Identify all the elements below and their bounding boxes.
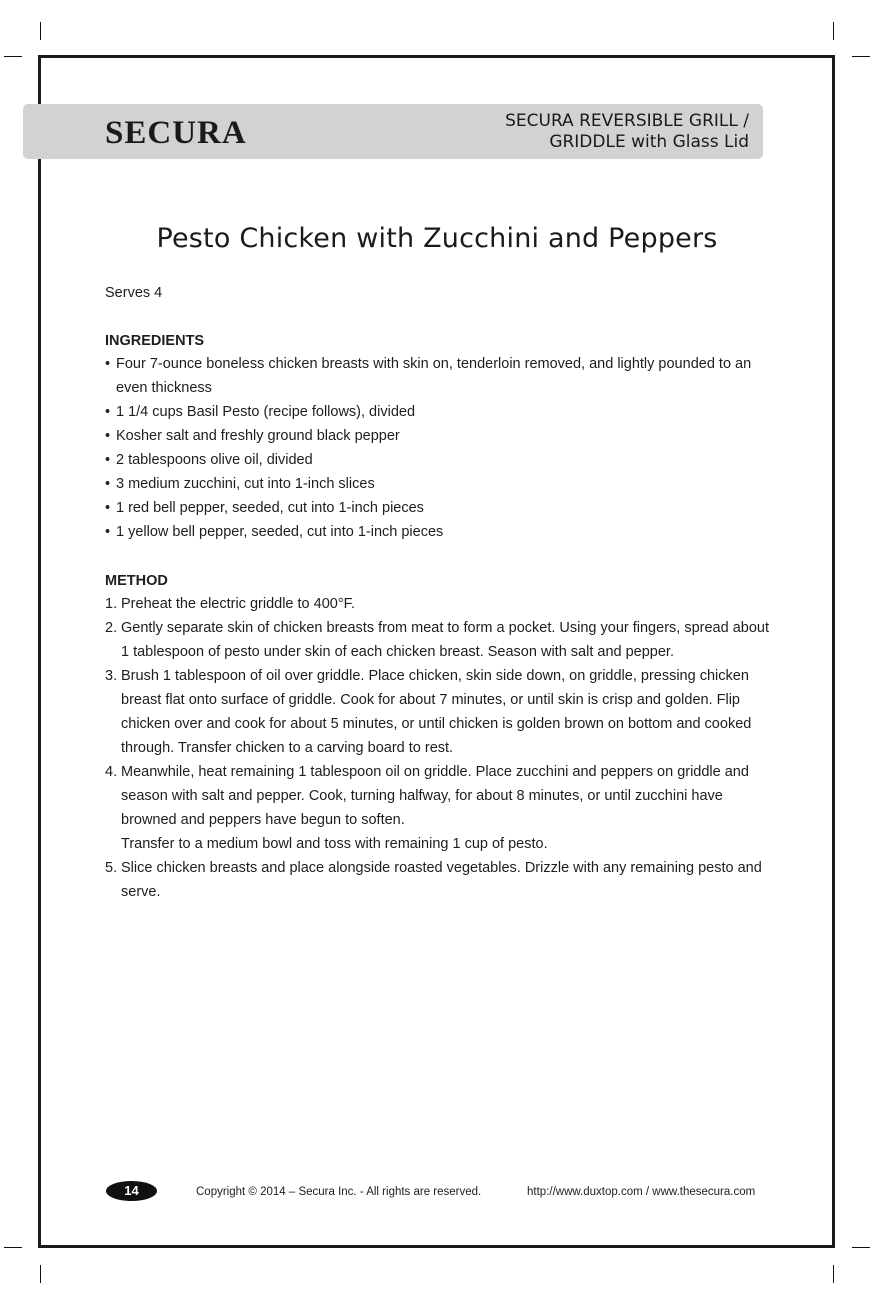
step-number: 2. xyxy=(105,620,118,636)
product-title xyxy=(505,111,749,153)
step-number: 5. xyxy=(105,860,118,876)
method-heading: METHOD xyxy=(105,573,168,589)
crop-mark xyxy=(852,1247,870,1248)
method-step xyxy=(105,592,775,616)
brand-logo: SECURA xyxy=(105,115,247,151)
ingredient-item: • Kosher salt and freshly ground black pepper xyxy=(105,424,775,448)
step-number: 1. xyxy=(105,596,118,612)
step-text: Slice chicken breasts and place alongside roasted vegetables. Drizzle with any remaining pesto and serve. xyxy=(121,860,762,900)
copyright-text: Copyright © 2014 – Secura Inc. - All rights are reserved. xyxy=(196,1186,482,1198)
method-step xyxy=(105,664,775,760)
method-step xyxy=(105,856,775,904)
crop-mark xyxy=(4,56,22,57)
crop-mark xyxy=(833,22,834,40)
ingredient-item: • Four 7-ounce boneless chicken breasts with skin on, tenderloin removed, and lightly pounded to an even thickness xyxy=(105,352,775,400)
footer-url: http://www.duxtop.com / www.thesecura.com xyxy=(527,1186,756,1198)
step-text: Meanwhile, heat remaining 1 tablespoon oil on griddle. Place zucchini and peppers on griddle and season with salt and pepper. Cook, turning halfway, for about 8 minutes, or until zucchini have browned and peppers have begun to soften. xyxy=(121,764,749,828)
crop-mark xyxy=(852,56,870,57)
ingredient-item: • 1 yellow bell pepper, seeded, cut into 1-inch pieces xyxy=(105,520,775,544)
step-text: Preheat the electric griddle to 400°F. xyxy=(121,596,355,612)
crop-mark xyxy=(40,1265,41,1283)
crop-mark xyxy=(4,1247,22,1248)
product-title-line: SECURA REVERSIBLE GRILL / xyxy=(505,111,749,131)
serves-text: Serves 4 xyxy=(105,285,163,301)
crop-mark xyxy=(833,1265,834,1283)
step-number: 4. xyxy=(105,764,118,780)
page-number-badge: 14 xyxy=(106,1181,157,1201)
ingredients-list xyxy=(105,352,775,544)
product-title-line: GRIDDLE with Glass Lid xyxy=(549,132,749,152)
ingredient-item: • 1 1/4 cups Basil Pesto (recipe follows), divided xyxy=(105,400,775,424)
ingredient-item: • 3 medium zucchini, cut into 1-inch slices xyxy=(105,472,775,496)
ingredient-item: • 1 red bell pepper, seeded, cut into 1-inch pieces xyxy=(105,496,775,520)
step-text: Brush 1 tablespoon of oil over griddle. Place chicken, skin side down, on griddle, pressing chicken breast flat onto surface of griddle. Cook for about 7 minutes, or until skin is crisp and golden. Flip chicken over and cook for about 5 minutes, or until chicken is golden brown on bottom and cooked through. Transfer chicken to a carving board to rest. xyxy=(121,668,752,756)
ingredients-heading: INGREDIENTS xyxy=(105,333,205,349)
step-text: Gently separate skin of chicken breasts from meat to form a pocket. Using your fingers, spread about 1 tablespoon of pesto under skin of each chicken breast. Season with salt and pepper. xyxy=(121,620,769,660)
method-step xyxy=(105,616,775,664)
ingredient-item: • 2 tablespoons olive oil, divided xyxy=(105,448,775,472)
step-text-continued: Transfer to a medium bowl and toss with remaining 1 cup of pesto. xyxy=(121,836,548,852)
step-number: 3. xyxy=(105,668,118,684)
recipe-title: Pesto Chicken with Zucchini and Peppers xyxy=(156,223,718,254)
crop-mark xyxy=(40,22,41,40)
method-step xyxy=(105,760,775,856)
method-list xyxy=(105,592,775,904)
